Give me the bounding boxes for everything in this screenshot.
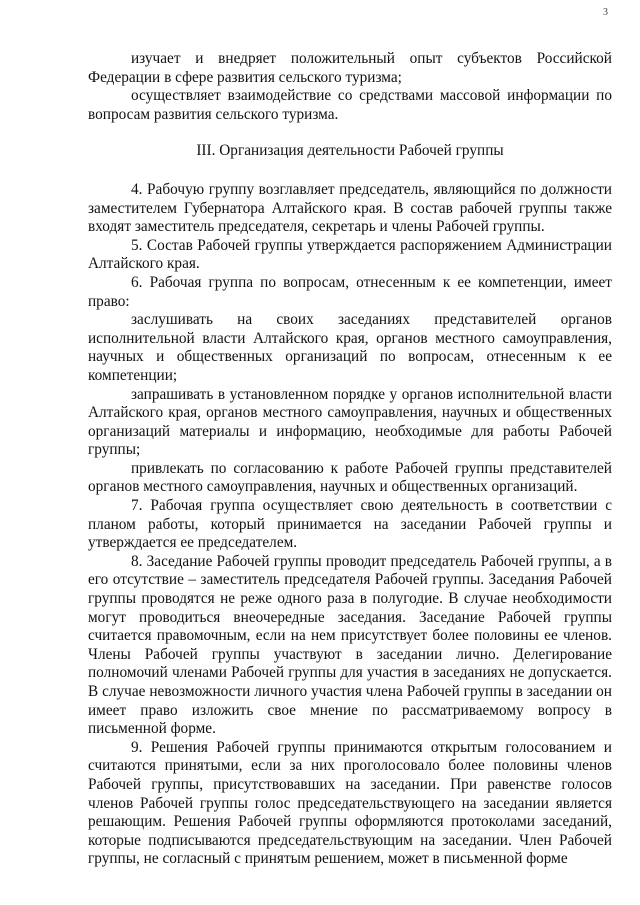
document-body <box>88 50 612 869</box>
paragraph-7: 7. Рабочая группа осуществляет свою деятельность в соответствии с планом работы, который принимается на заседании Рабочей группы и утверждается ее председателем. <box>88 497 612 552</box>
paragraph-9: 9. Решения Рабочей группы принимаются открытым голосованием и считаются принятыми, если за них проголосовало более половины членов Рабочей группы, присутствовавших на заседании. При равенстве голосов членов Рабочей группы голос председательствующего на заседании является решающим. Решения Рабочей группы оформляются протоколами заседаний, которые подписываются председательствующим на заседании. Член Рабочей группы, не согласный с принятым решением, может в письменной форме <box>88 738 612 868</box>
intro-paragraph-2: осуществляет взаимодействие со средствами массовой информации по вопросам развития сельского туризма. <box>88 87 612 123</box>
section-heading: III. Организация деятельности Рабочей группы <box>196 142 504 160</box>
paragraph-6-item-1: заслушивать на своих заседаниях представителей органов исполнительной власти Алтайского края, органов местного самоуправления, научных и общественных организаций по вопросам, отнесенным к ее компетенции; <box>88 311 612 384</box>
paragraph-6-item-2: запрашивать в установленном порядке у органов исполнительной власти Алтайского края, органов местного самоуправления, научных и общественных организаций материалы и информацию, необходимые для работы Рабочей группы; <box>88 385 612 459</box>
paragraph-6-item-3: привлекать по согласованию к работе Рабочей группы представителей органов местного самоуправления, научных и общественных организаций. <box>88 459 612 496</box>
paragraph-5: 5. Состав Рабочей группы утверждается распоряжением Администрации Алтайского края. <box>88 236 612 273</box>
intro-paragraph-1: изучает и внедряет положительный опыт субъектов Российской Федерации в сфере развития сельского туризма; <box>88 50 612 86</box>
paragraph-4: 4. Рабочую группу возглавляет председатель, являющийся по должности заместителем Губернатора Алтайского края. В состав рабочей группы также входят заместитель председателя, секретарь и члены Рабочей группы. <box>88 180 612 236</box>
paragraph-8: 8. Заседание Рабочей группы проводит председатель Рабочей группы, а в его отсутствие – заместитель председателя Рабочей группы. Заседания Рабочей группы проводятся не реже одного раза в полугодие. В случае необходимости могут проводиться внеочередные заседания. Заседание Рабочей группы считается правомочным, если на нем присутствует более половины ее членов. Члены Рабочей группы участвуют в заседании лично. Делегирование полномочий членами Рабочей группы для участия в заседаниях не допускается. В случае невозможности личного участия члена Рабочей группы в заседании он имеет право изложить свое мнение по рассматриваемому вопросу в письменной форме. <box>88 552 612 738</box>
page-number: 3 <box>603 7 608 18</box>
paragraph-6: 6. Рабочая группа по вопросам, отнесенным к ее компетенции, имеет право: <box>88 273 612 310</box>
